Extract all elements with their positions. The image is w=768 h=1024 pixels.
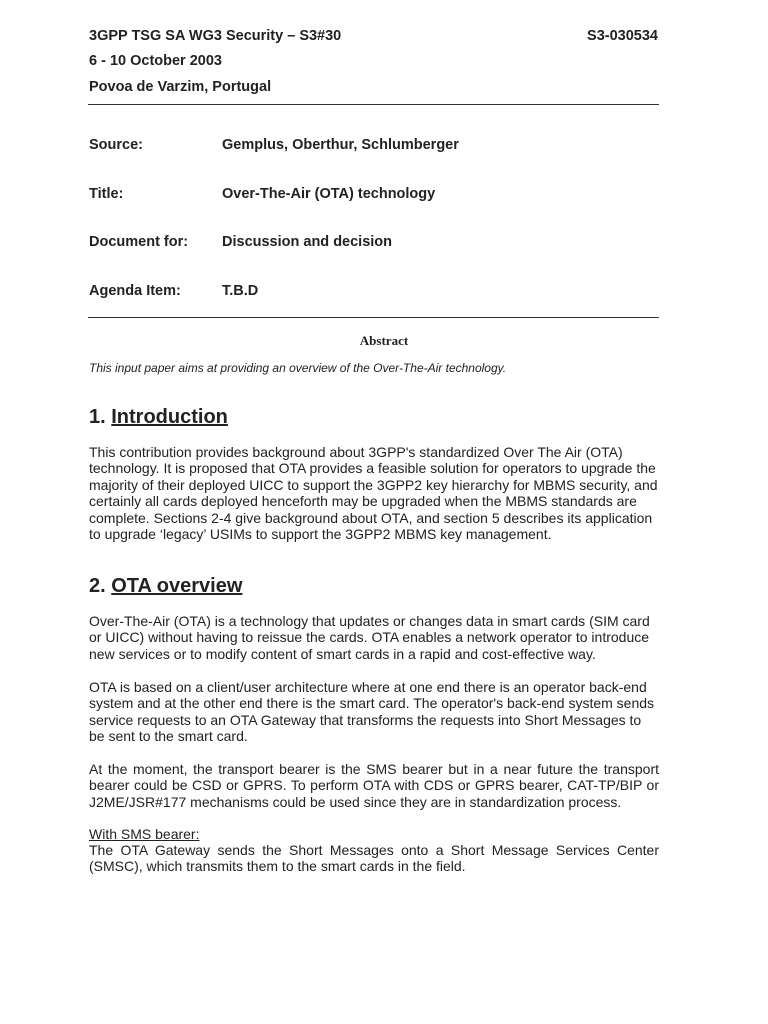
abstract-heading: Abstract [359, 333, 409, 348]
title-label: Title: [89, 186, 124, 202]
section-2-number: 2. [89, 575, 106, 597]
document-for-value: Discussion and decision [222, 234, 393, 250]
ota-paragraph-2: OTA is based on a client/user architecture where at one end there is an operator back-end system and at the other end there is the smart card. The operator's back-end system sends service requests to an OTA Gateway that transforms the requests into Short Messages to be sent to the smart card. [89, 679, 655, 745]
title-value: Over-The-Air (OTA) technology [222, 186, 436, 202]
ota-paragraph-3: At the moment, the transport bearer is the SMS bearer but in a near future the transport bearer could be CSD or GPRS. To perform OTA with CDS or GPRS bearer, CAT-TP/BIP or J2ME/JSR#177 mechanisms could be used since they are in standardization process. [89, 761, 659, 810]
sms-bearer-paragraph: The OTA Gateway sends the Short Messages onto a Short Message Services Center (SMSC), which transmits them to the smart cards in the field. [89, 842, 659, 875]
section-2-heading [89, 575, 242, 598]
agenda-item-label: Agenda Item: [89, 283, 181, 299]
section-2-title: OTA overview [111, 575, 243, 597]
document-for-label: Document for: [89, 234, 189, 250]
agenda-item-value: T.B.D [222, 283, 259, 299]
introduction-paragraph: This contribution provides background about 3GPP's standardized Over The Air (OTA) technology. It is proposed that OTA provides a feasible solution for operators to upgrade the majority of their deployed UICC to support the 3GPP2 key hierarchy for MBMS security, and certainly all cards deployed henceforth may be upgraded when the MBMS standards are complete. Sections 2-4 give background about OTA, and section 5 describes its application to upgrade ‘legacy’ USIMs to support the 3GPP2 MBMS key management. [89, 444, 658, 543]
section-1-number: 1. [89, 406, 106, 428]
section-1-title: Introduction [111, 406, 228, 428]
document-number: S3-030534 [587, 28, 658, 44]
meeting-location: Povoa de Varzim, Portugal [89, 79, 272, 95]
ota-paragraph-1: Over-The-Air (OTA) is a technology that updates or changes data in smart cards (SIM card or UICC) without having to reissue the cards. OTA enables a network operator to introduce new services or to modify content of smart cards in a rapid and cost-effective way. [89, 613, 650, 662]
section-1-heading [89, 406, 228, 429]
header-divider [88, 104, 659, 105]
source-value: Gemplus, Oberthur, Schlumberger [222, 137, 459, 153]
abstract-text: This input paper aims at providing an overview of the Over-The-Air technology. [89, 361, 507, 375]
meta-divider [88, 317, 659, 318]
meeting-title: 3GPP TSG SA WG3 Security – S3#30 [89, 28, 342, 44]
meeting-dates: 6 - 10 October 2003 [89, 53, 222, 69]
sms-bearer-heading: With SMS bearer: [89, 826, 200, 842]
source-label: Source: [89, 137, 143, 153]
